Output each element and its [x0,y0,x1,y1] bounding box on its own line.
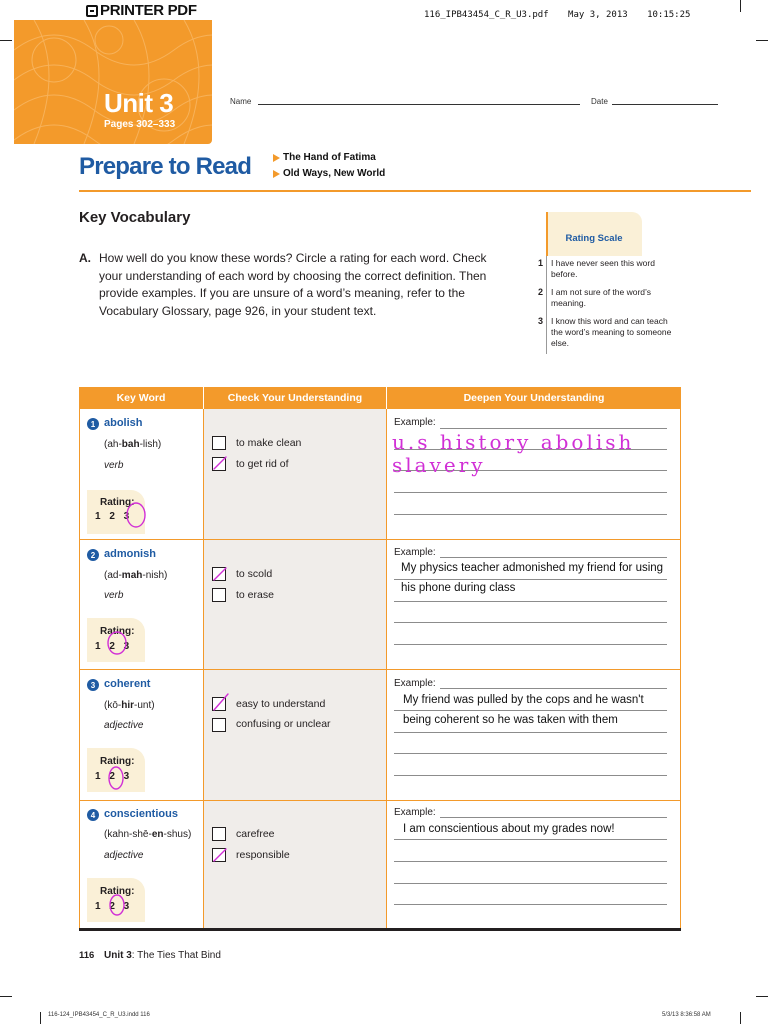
crop-mark [756,996,768,997]
part-of-speech: adjective [104,720,144,731]
rating-options[interactable]: 1 2 3 [95,901,130,912]
example-answer: being coherent so he was taken with them [403,714,618,726]
part-of-speech: verb [104,460,124,471]
example-line[interactable] [440,817,667,818]
divider [79,190,751,192]
example-line[interactable] [440,428,667,429]
definition-checkbox[interactable] [212,457,226,471]
row-number-badge: 4 [87,809,99,821]
file-name: 116_IPB43454_C_R_U3.pdf [424,10,549,20]
crop-mark [740,0,741,12]
example-line[interactable] [394,839,667,840]
name-field[interactable] [258,104,580,105]
example-label: Example: [394,417,436,428]
key-word: conscientious [104,808,178,820]
part-of-speech: adjective [104,850,144,861]
table-row [0,409,768,539]
example-line[interactable] [394,883,667,884]
section-heading: Key Vocabulary [79,209,191,226]
printer-icon [86,5,98,17]
table-row [0,670,768,800]
header-divider [386,387,387,409]
handwritten-answer: u.s history abolish [392,430,635,454]
definition-checkbox[interactable] [212,588,226,602]
example-line[interactable] [394,601,667,602]
column-header-deepen: Deepen Your Understanding [387,387,681,409]
key-word: admonish [104,548,156,560]
example-line[interactable] [394,710,667,711]
arrow-right-icon [273,170,280,178]
crop-mark [740,1012,741,1024]
row-number-badge: 3 [87,679,99,691]
definition-checkbox[interactable] [212,718,226,732]
rating-label: Rating: [100,497,135,508]
rating-label: Rating: [100,756,135,767]
example-answer: My physics teacher admonished my friend for using [401,562,664,574]
row-number-badge: 1 [87,418,99,430]
rating-scale-number: 1 [537,258,543,268]
example-line[interactable] [394,579,667,580]
table-bottom-rule [79,928,681,931]
rating-label: Rating: [100,886,135,897]
example-label: Example: [394,807,436,818]
definition-option: confusing or unclear [236,718,331,730]
part-of-speech: verb [104,590,124,601]
selection-item [273,152,376,163]
example-line[interactable] [440,688,667,689]
example-line[interactable] [394,904,667,905]
selection-title: Old Ways, New World [283,168,386,179]
example-line[interactable] [394,514,667,515]
example-line[interactable] [394,861,667,862]
handwritten-answer: slavery [392,453,486,477]
definition-checkbox[interactable] [212,436,226,450]
crop-mark [40,1012,41,1024]
print-timestamp: 5/3/13 8:36:58 AM [662,1012,711,1018]
footer-unit: Unit 3: The Ties That Bind [104,950,221,961]
crop-mark [756,40,768,41]
example-line[interactable] [394,644,667,645]
pronunciation: (kō-hir-unt) [104,700,155,711]
definition-option: responsible [236,849,290,861]
rating-options[interactable]: 1 2 3 [95,511,130,522]
definition-option: to get rid of [236,458,289,470]
table-row [0,801,768,928]
printer-pdf-logo [86,2,197,19]
example-line[interactable] [440,557,667,558]
example-answer: his phone during class [401,582,516,594]
rating-scale-text: I am not sure of the word’s meaning. [551,287,652,308]
print-date: May 3, 2013 [568,10,628,20]
page-number: 116 [79,950,95,961]
page-title: Prepare to Read [79,153,252,180]
instruction-text: How well do you know these words? Circle a rating for each word. Check your understanding of each word by choosing the correct definition. Then provide examples. If you are unsure of a word’s meaning, refer to the Vocabulary Glossary, page 926, in your student text. [99,251,487,318]
column-header-check: Check Your Understanding [204,387,386,409]
pronunciation: (kahn-shē-en-shus) [104,829,192,840]
example-label: Example: [394,678,436,689]
unit-title: Unit 3 [104,88,174,118]
example-line[interactable] [394,492,667,493]
example-answer: My friend was pulled by the cops and he wasn't [403,694,644,706]
definition-checkbox[interactable] [212,848,226,862]
table-row [0,540,768,669]
example-line[interactable] [394,732,667,733]
example-label: Example: [394,547,436,558]
printer-brand: PRINTER PDF [100,2,197,19]
definition-option: to make clean [236,437,302,449]
unit-pages: Pages 302–333 [104,119,176,130]
crop-mark [0,996,12,997]
selection-title: The Hand of Fatima [283,152,376,163]
definition-checkbox[interactable] [212,827,226,841]
example-answer: I am conscientious about my grades now! [403,823,615,835]
rating-options[interactable]: 1 2 3 [95,641,130,652]
print-time: 10:15:25 [647,10,691,20]
column-header-key-word: Key Word [79,387,203,409]
rating-label: Rating: [100,626,135,637]
rating-bubble [87,748,145,792]
rating-options[interactable]: 1 2 3 [95,771,130,782]
definition-option: easy to understand [236,698,326,710]
rating-scale-text: I know this word and can teach the word’s meaning to someone else. [551,316,672,348]
example-line[interactable] [394,753,667,754]
definition-checkbox[interactable] [212,697,226,711]
name-label: Name [230,97,252,106]
rating-scale-number: 2 [537,287,543,297]
rating-bubble [87,618,145,662]
selection-item [273,168,385,179]
key-word: coherent [104,678,151,690]
definition-option: to erase [236,589,274,601]
rating-scale-number: 3 [537,316,543,326]
date-field[interactable] [612,104,718,105]
arrow-right-icon [273,154,280,162]
crop-mark [0,40,12,41]
instruction-letter: A. [79,251,91,265]
rating-bubble [87,878,145,922]
file-info [424,10,704,20]
key-word: abolish [104,417,143,429]
pronunciation: (ad-mah-nish) [104,570,168,581]
rating-scale-title: Rating Scale [565,233,623,244]
definition-option: carefree [236,828,275,840]
rating-scale-divider [546,256,547,354]
definition-checkbox[interactable] [212,567,226,581]
date-label: Date [591,97,608,106]
row-number-badge: 2 [87,549,99,561]
example-line[interactable] [394,622,667,623]
print-slug: 116-124_IPB43454_C_R_U3.indd 116 [48,1012,150,1018]
definition-option: to scold [236,568,273,580]
pronunciation: (ah-bah-lish) [104,439,162,450]
rating-scale-text: I have never seen this word before. [551,258,655,279]
example-line[interactable] [394,775,667,776]
